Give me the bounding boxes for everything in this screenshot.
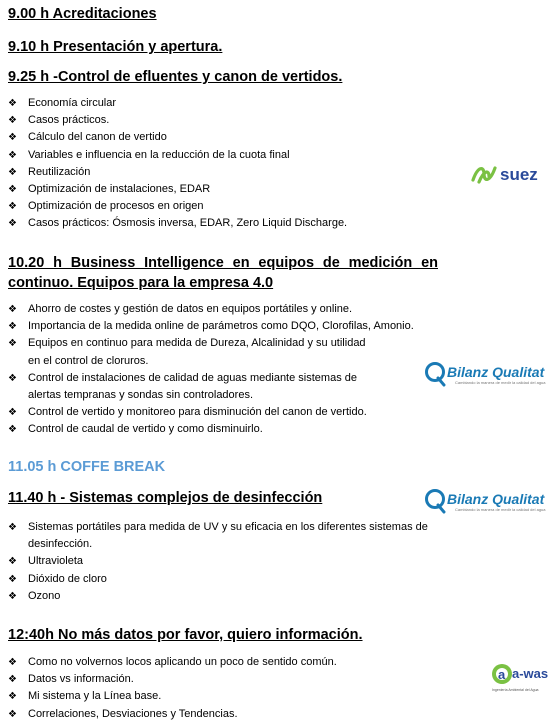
list-item: desinfección.	[28, 538, 93, 551]
list-item: ❖ Cálculo del canon de vertido	[8, 129, 347, 146]
svg-text:a: a	[498, 667, 506, 682]
bullet-icon: ❖	[8, 132, 17, 144]
list-item: ❖ Como no volvernos locos aplicando un poco de sentido común.	[8, 654, 337, 671]
bullet-icon: ❖	[8, 657, 17, 668]
list-item: ❖ Control de vertido y monitoreo para disminución del canon de vertido.	[8, 404, 414, 421]
bullet-icon: ❖	[8, 424, 17, 436]
list-item: ❖ Ahorro de costes y gestión de datos en equipos portátiles y online.	[8, 301, 414, 318]
suez-logo-text: suez	[500, 165, 538, 184]
list-item: ❖ Ozono	[8, 588, 428, 605]
agenda-item-acreditaciones	[8, 5, 157, 23]
list-item: ❖ Control de caudal de vertido y como disminuirlo.	[8, 421, 414, 438]
bullet-icon: ❖	[8, 522, 17, 533]
bullet-icon: ❖	[8, 372, 17, 384]
list-efluentes	[8, 95, 347, 233]
bullet-icon: ❖	[8, 166, 17, 178]
list-item: ❖ Optimización de instalaciones, EDAR	[8, 181, 347, 198]
heading-efluentes: 9.25 h -Control de efluentes y canon de vertidos.	[8, 69, 343, 85]
list-item: ❖ Datos vs información.	[8, 671, 337, 688]
awas-logo-tagline: Ingeniería Ambiental del Agua	[492, 688, 539, 692]
awas-logo	[490, 660, 552, 699]
awas-logo-text: a-was	[512, 666, 549, 681]
bilanz-logo-tagline: Cambiando la manera de medir la calidad del agua	[455, 380, 546, 385]
agenda-item-informacion	[8, 626, 363, 644]
bullet-icon: ❖	[8, 407, 17, 419]
list-item: ❖ Ultravioleta	[8, 553, 428, 570]
heading-informacion: 12:40h No más datos por favor, quiero información.	[8, 627, 363, 643]
list-informacion	[8, 654, 337, 723]
heading-business-intelligence-2: continuo. Equipos para la empresa 4.0	[8, 275, 274, 291]
bullet-icon: ❖	[8, 184, 17, 196]
list-item: ❖ Reutilización	[8, 164, 347, 181]
bilanz-logo-text: Bilanz Qualitat	[447, 364, 545, 380]
list-item: en el control de cloruros.	[28, 354, 149, 367]
agenda-item-presentacion	[8, 38, 222, 56]
list-item: ❖ Importancia de la medida online de parámetros como DQO, Clorofilas, Amonio.	[8, 318, 414, 335]
bilanz-qualitat-logo	[425, 358, 551, 393]
agenda-item-coffee-break	[8, 458, 165, 476]
bullet-icon: ❖	[8, 115, 17, 127]
list-item: ❖ Variables e influencia en la reducción de la cuota final	[8, 147, 347, 164]
list-desinfeccion	[8, 519, 428, 605]
bullet-icon: ❖	[8, 149, 17, 161]
bullet-icon: ❖	[8, 691, 17, 703]
heading-presentacion: 9.10 h Presentación y apertura.	[8, 39, 223, 55]
heading-business-intelligence-1: 10.20 h Business Intelligence en equipos de medición en	[8, 255, 438, 271]
agenda-item-desinfeccion	[8, 489, 322, 507]
bullet-icon: ❖	[8, 321, 17, 333]
bilanz-logo-text: Bilanz Qualitat	[447, 491, 545, 507]
list-item: ❖ Casos prácticos: Ósmosis inversa, EDAR, Zero Liquid Discharge.	[8, 215, 347, 232]
list-business-intelligence	[8, 301, 414, 439]
bullet-icon: ❖	[8, 556, 17, 568]
list-item: ❖ Sistemas portátiles para medida de UV y su eficacia en los diferentes sistemas de	[8, 519, 428, 536]
bullet-icon: ❖	[8, 338, 17, 350]
bullet-icon: ❖	[8, 590, 17, 602]
bullet-icon: ❖	[8, 304, 17, 315]
bilanz-logo-tagline: Cambiando la manera de medir la calidad del agua	[455, 507, 546, 512]
bullet-icon: ❖	[8, 674, 17, 686]
list-item: ❖ Control de instalaciones de calidad de aguas mediante sistemas de	[8, 370, 414, 387]
agenda-item-business-intelligence	[8, 254, 438, 292]
heading-coffee-break: 11.05 h COFFE BREAK	[8, 459, 166, 475]
list-item: ❖ Correlaciones, Desviaciones y Tendencias.	[8, 706, 337, 723]
list-item: ❖ Dióxido de cloro	[8, 571, 428, 588]
list-item: alertas tempranas y sondas sin controladores.	[28, 389, 254, 402]
bullet-icon: ❖	[8, 98, 17, 109]
heading-desinfeccion: 11.40 h - Sistemas complejos de desinfección	[8, 490, 323, 506]
bullet-icon: ❖	[8, 708, 17, 720]
list-item: ❖ Economía circular	[8, 95, 347, 112]
bullet-icon: ❖	[8, 218, 17, 230]
list-item: ❖ Equipos en continuo para medida de Dureza, Alcalinidad y su utilidad	[8, 335, 414, 352]
bullet-icon: ❖	[8, 201, 17, 213]
heading-acreditaciones: 9.00 h Acreditaciones	[8, 6, 157, 22]
bullet-icon: ❖	[8, 573, 17, 585]
bilanz-qualitat-logo	[425, 485, 551, 520]
suez-logo	[470, 160, 550, 193]
agenda-item-efluentes	[8, 68, 342, 86]
list-item: ❖ Mi sistema y la Línea base.	[8, 688, 337, 705]
list-item: ❖ Casos prácticos.	[8, 112, 347, 129]
list-item: ❖ Optimización de procesos en origen	[8, 198, 347, 215]
